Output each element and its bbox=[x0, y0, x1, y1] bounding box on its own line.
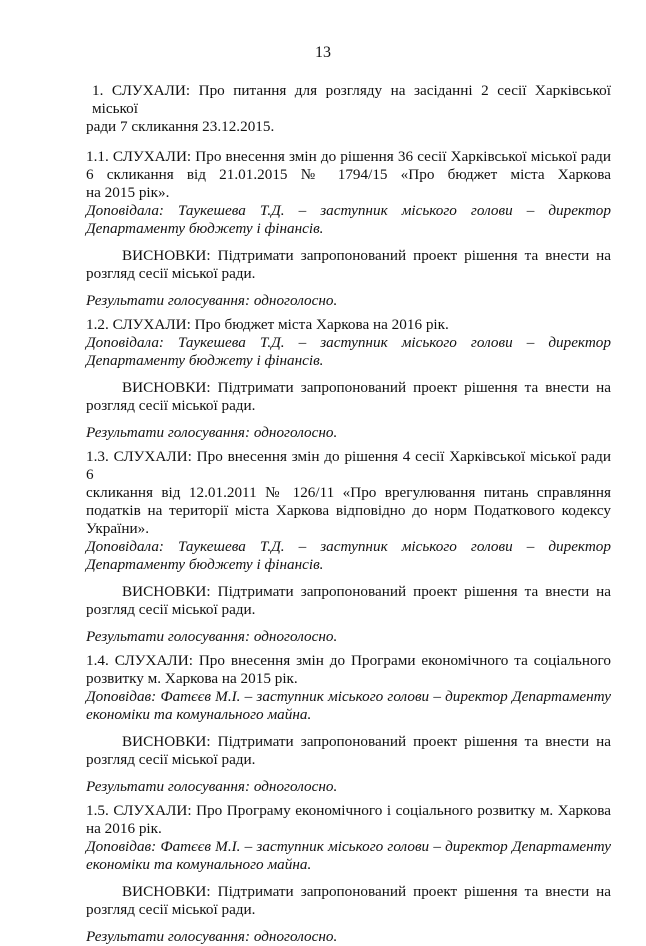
speaker-line: економіки та комунального майна. bbox=[86, 706, 312, 723]
voting-result: Результати голосування: одноголосно. bbox=[86, 928, 338, 945]
intro-line: ради 7 скликання 23.12.2015. bbox=[86, 118, 275, 135]
agenda-item-1-2 bbox=[86, 316, 611, 442]
conclusion-line: розгляд сесії міської ради. bbox=[86, 601, 256, 618]
conclusion-line: розгляд сесії міської ради. bbox=[86, 751, 256, 768]
heard-line: на 2015 рік». bbox=[86, 184, 170, 201]
speaker-line: Доповідав: Фатєєв М.І. – заступник міського голови – директор Департаменту bbox=[86, 838, 611, 855]
voting-result: Результати голосування: одноголосно. bbox=[86, 628, 338, 645]
agenda-item-1-4 bbox=[86, 652, 611, 796]
intro-line: 1. СЛУХАЛИ: Про питання для розгляду на засіданні 2 сесії Харківської міської bbox=[92, 82, 611, 117]
speaker-line: Доповідала: Таукешева Т.Д. – заступник міського голови – директор bbox=[86, 538, 611, 555]
agenda-item-1-1 bbox=[86, 148, 611, 310]
heard-line: розвитку м. Харкова на 2015 рік. bbox=[86, 670, 298, 687]
heard-line: 1.1. СЛУХАЛИ: Про внесення змін до рішення 36 сесії Харківської міської ради bbox=[86, 148, 611, 165]
voting-result: Результати голосування: одноголосно. bbox=[86, 292, 338, 309]
heard-line: 1.2. СЛУХАЛИ: Про бюджет міста Харкова на 2016 рік. bbox=[86, 316, 449, 333]
speaker-line: Доповідав: Фатєєв М.І. – заступник міського голови – директор Департаменту bbox=[86, 688, 611, 705]
speaker-line: Департаменту бюджету і фінансів. bbox=[86, 220, 324, 237]
voting-result: Результати голосування: одноголосно. bbox=[86, 778, 338, 795]
agenda-item-1-3 bbox=[86, 448, 611, 646]
speaker-line: Доповідала: Таукешева Т.Д. – заступник міського голови – директор bbox=[86, 334, 611, 351]
heard-line: 1.5. СЛУХАЛИ: Про Програму економічного і соціального розвитку м. Харкова bbox=[86, 802, 611, 819]
conclusion-line: ВИСНОВКИ: Підтримати запропонований проект рішення та внести на bbox=[122, 379, 611, 396]
speaker-line: економіки та комунального майна. bbox=[86, 856, 312, 873]
conclusion-line: розгляд сесії міської ради. bbox=[86, 265, 256, 282]
heard-line: на 2016 рік. bbox=[86, 820, 162, 837]
heard-line: України». bbox=[86, 520, 149, 537]
heard-line: скликання від 12.01.2011 № 126/11 «Про врегулювання питань справляння bbox=[86, 484, 611, 501]
intro-paragraph bbox=[86, 82, 611, 136]
conclusion-line: ВИСНОВКИ: Підтримати запропонований проект рішення та внести на bbox=[122, 733, 611, 750]
heard-line: податків на території міста Харкова відповідно до норм Податкового кодексу bbox=[86, 502, 611, 519]
conclusion-line: розгляд сесії міської ради. bbox=[86, 901, 256, 918]
conclusion-line: ВИСНОВКИ: Підтримати запропонований проект рішення та внести на bbox=[122, 583, 611, 600]
voting-result: Результати голосування: одноголосно. bbox=[86, 424, 338, 441]
speaker-line: Департаменту бюджету і фінансів. bbox=[86, 556, 324, 573]
heard-line: 6 скликання від 21.01.2015 № 1794/15 «Про бюджет міста Харкова bbox=[86, 166, 611, 183]
conclusion-line: ВИСНОВКИ: Підтримати запропонований проект рішення та внести на bbox=[122, 247, 611, 264]
speaker-line: Доповідала: Таукешева Т.Д. – заступник міського голови – директор bbox=[86, 202, 611, 219]
heard-line: 1.4. СЛУХАЛИ: Про внесення змін до Програми економічного та соціального bbox=[86, 652, 611, 669]
conclusion-line: ВИСНОВКИ: Підтримати запропонований проект рішення та внести на bbox=[122, 883, 611, 900]
conclusion-line: розгляд сесії міської ради. bbox=[86, 397, 256, 414]
speaker-line: Департаменту бюджету і фінансів. bbox=[86, 352, 324, 369]
heard-line: 1.3. СЛУХАЛИ: Про внесення змін до рішення 4 сесії Харківської міської ради 6 bbox=[86, 448, 611, 483]
agenda-item-1-5 bbox=[86, 802, 611, 946]
page-number: 13 bbox=[315, 44, 331, 61]
document-body bbox=[86, 82, 611, 946]
